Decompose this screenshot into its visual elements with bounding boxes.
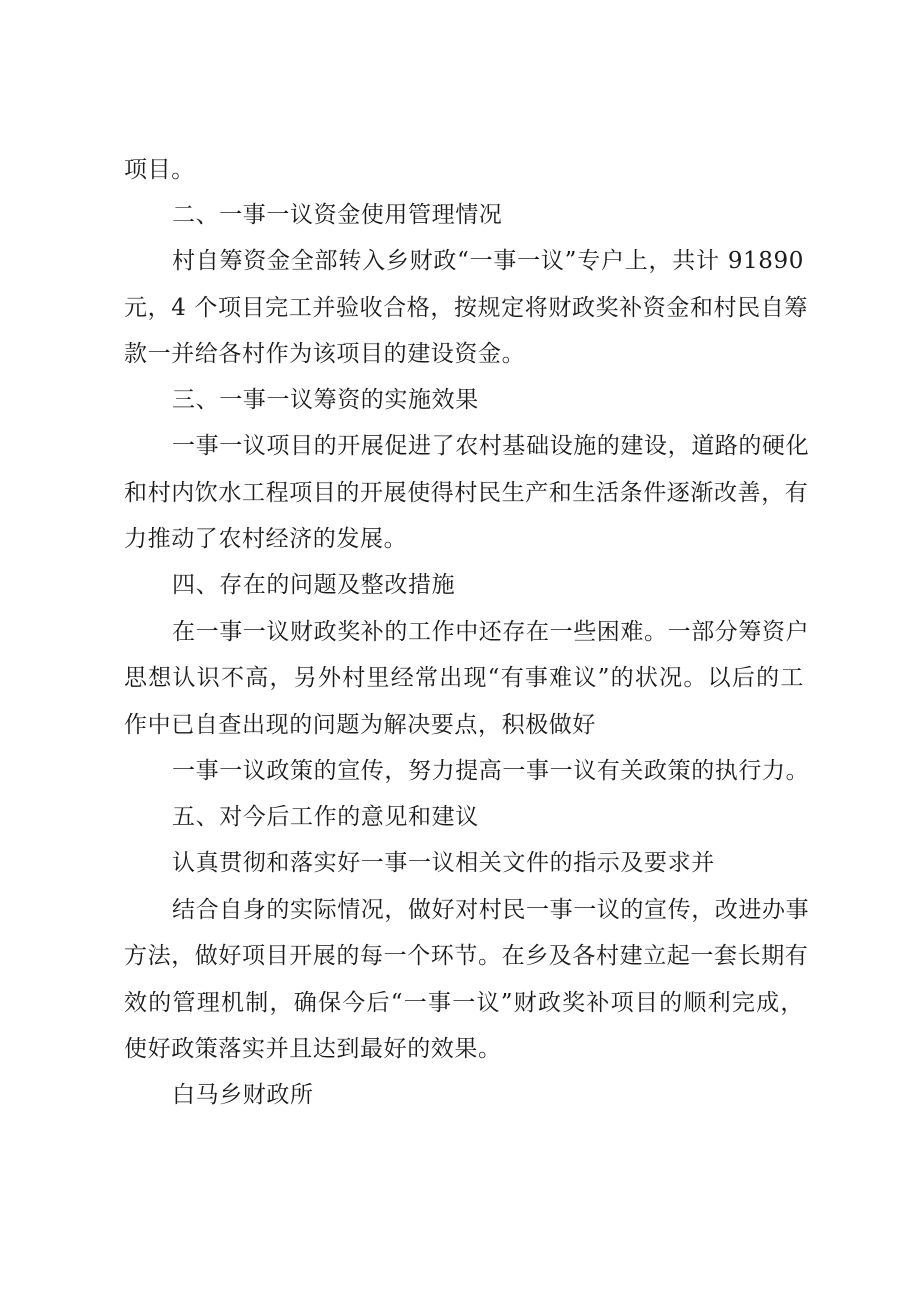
text-line: 作中已自查出现的问题为解决要点，积极做好 bbox=[124, 712, 596, 738]
section-heading-3: 三、一事一议筹资的实施效果 bbox=[172, 387, 479, 413]
text-line: 和村内饮水工程项目的开展使得村民生产和生活条件逐渐改善，有 bbox=[124, 480, 809, 506]
text-line: 效的管理机制，确保今后“一事一议”财政奖补项目的顺利完成， bbox=[124, 990, 804, 1016]
text-line: 一事一议政策的宣传，努力提高一事一议有关政策的执行力。 bbox=[172, 758, 810, 784]
text-line: 结合自身的实际情况，做好对村民一事一议的宣传，改进办事 bbox=[172, 897, 810, 923]
text-line: 款一并给各村作为该项目的建设资金。 bbox=[124, 341, 526, 367]
text-line: 项目。 bbox=[124, 157, 195, 183]
text-line: 一事一议项目的开展促进了农村基础设施的建设，道路的硬化 bbox=[172, 433, 810, 459]
text-line: 使好政策落实并且达到最好的效果。 bbox=[124, 1036, 502, 1062]
text-line: 力推动了农村经济的发展。 bbox=[124, 526, 408, 552]
section-heading-4: 四、存在的问题及整改措施 bbox=[172, 572, 456, 598]
text-line: 村自筹资金全部转入乡财政“一事一议”专户上，共计 91890 bbox=[172, 248, 804, 274]
section-heading-5: 五、对今后工作的意见和建议 bbox=[172, 804, 479, 830]
text-line: 在一事一议财政奖补的工作中还存在一些困难。一部分筹资户 bbox=[172, 619, 810, 645]
text-line: 元，4 个项目完工并验收合格，按规定将财政奖补资金和村民自筹 bbox=[124, 295, 808, 321]
text-line: 方法，做好项目开展的每一个环节。在乡及各村建立起一套长期有 bbox=[124, 943, 809, 969]
text-line: 思想认识不高，另外村里经常出现“有事难议”的状况。以后的工 bbox=[124, 665, 804, 691]
text-line: 认真贯彻和落实好一事一议相关文件的指示及要求并 bbox=[172, 850, 715, 876]
signature-org: 白马乡财政所 bbox=[172, 1082, 314, 1108]
section-heading-2: 二、一事一议资金使用管理情况 bbox=[172, 202, 503, 228]
